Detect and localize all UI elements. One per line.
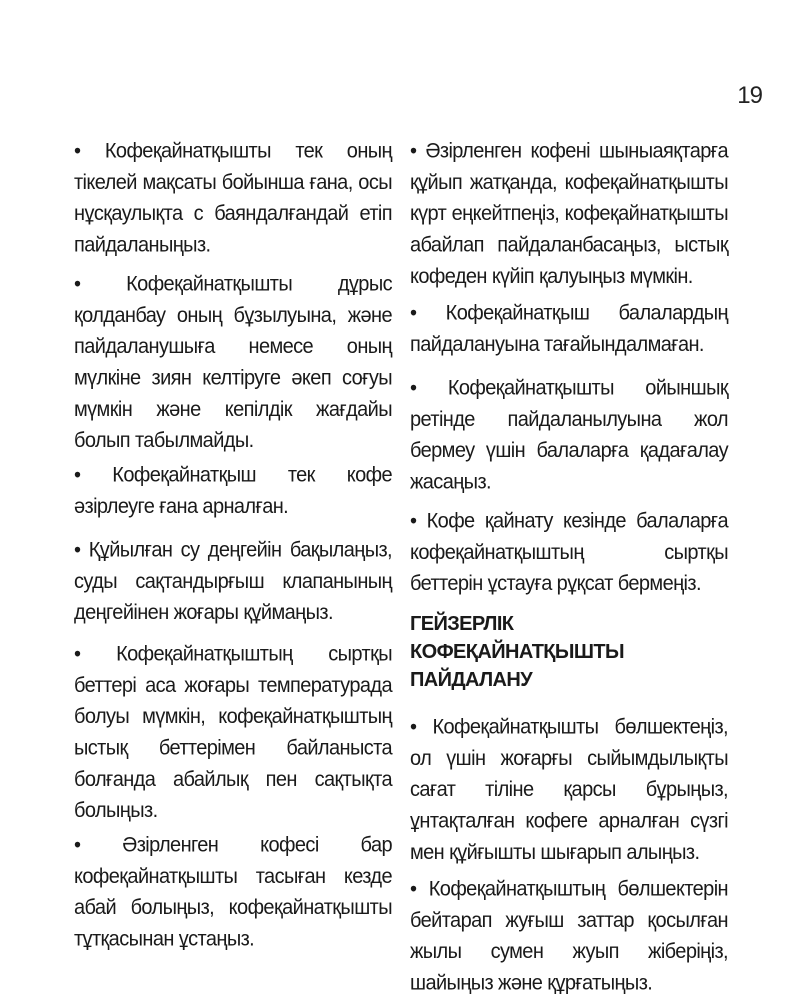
right-paragraph-1: • Әзірленген кофені шыныаяқтарға құйып жатқанда, кофеқайнатқышты күрт еңкейтпеңіз, кофеқайнатқышты абайлап пайдаланбасаңыз, ыстық кофеден күйіп қалуыңыз мүмкін. <box>410 139 728 289</box>
page-number: 19 <box>737 82 762 109</box>
right-paragraph-6: • Кофеқайнатқыштың бөлшектерін бейтарап жуғыш заттар қосылған жылы сумен жуып жіберіңіз, шайыңыз және құрғатыңыз. <box>410 877 728 995</box>
section-heading: ГЕЙЗЕРЛІК КОФЕҚАЙНАТҚЫШТЫ ПАЙДАЛАНУ <box>410 613 624 691</box>
left-paragraph-1: • Кофеқайнатқышты тек оның тікелей мақсаты бойынша ғана, осы нұсқаулықта с баяндалғандай етіп пайдаланыңыз. <box>74 139 392 257</box>
left-column <box>74 136 392 963</box>
right-paragraph-3: • Кофеқайнатқышты ойыншық ретінде пайдаланылуына жол бермеу үшін балаларға қадағалау жасаңыз. <box>410 376 728 494</box>
left-paragraph-3: • Кофеқайнатқыш тек кофе әзірлеуге ғана арналған. <box>74 463 392 519</box>
left-paragraph-6: • Әзірленген кофесі бар кофеқайнатқышты тасыған кезде абай болыңыз, кофеқайнатқышты тұтқасынан ұстаңыз. <box>74 833 392 951</box>
right-paragraph-2: • Кофеқайнатқыш балалардың пайдалануына тағайындалмаған. <box>410 301 728 357</box>
right-paragraph-4: • Кофе қайнату кезінде балаларға кофеқайнатқыштың сыртқы беттерін ұстауға рұқсат бермеңіз. <box>410 509 728 596</box>
right-paragraph-5: • Кофеқайнатқышты бөлшектеңіз, ол үшін жоғарғы сыйымдылықты сағат тіліне қарсы бұрыңыз, ұнтақталған кофеге арналған сүзгі мен құйғышты шығарып алыңыз. <box>410 715 728 865</box>
left-paragraph-5: • Кофеқайнатқыштың сыртқы беттері аса жоғары температурада болуы мүмкін, кофеқайнатқыштың ыстық беттерімен байланыста болғанда абайлық пен сақтықта болыңыз. <box>74 642 392 823</box>
left-paragraph-4: • Құйылған су деңгейін бақылаңыз, суды сақтандырғыш клапанының деңгейінен жоғары құймаңыз. <box>74 538 392 625</box>
left-paragraph-2: • Кофеқайнатқышты дұрыс қолданбау оның бұзылуына, және пайдаланушыға немесе оның мүлкіне зиян келтіруге әкеп соғуы мүмкін және кепілдік жағдайы болып табылмайды. <box>74 272 392 453</box>
right-column <box>410 136 728 1007</box>
